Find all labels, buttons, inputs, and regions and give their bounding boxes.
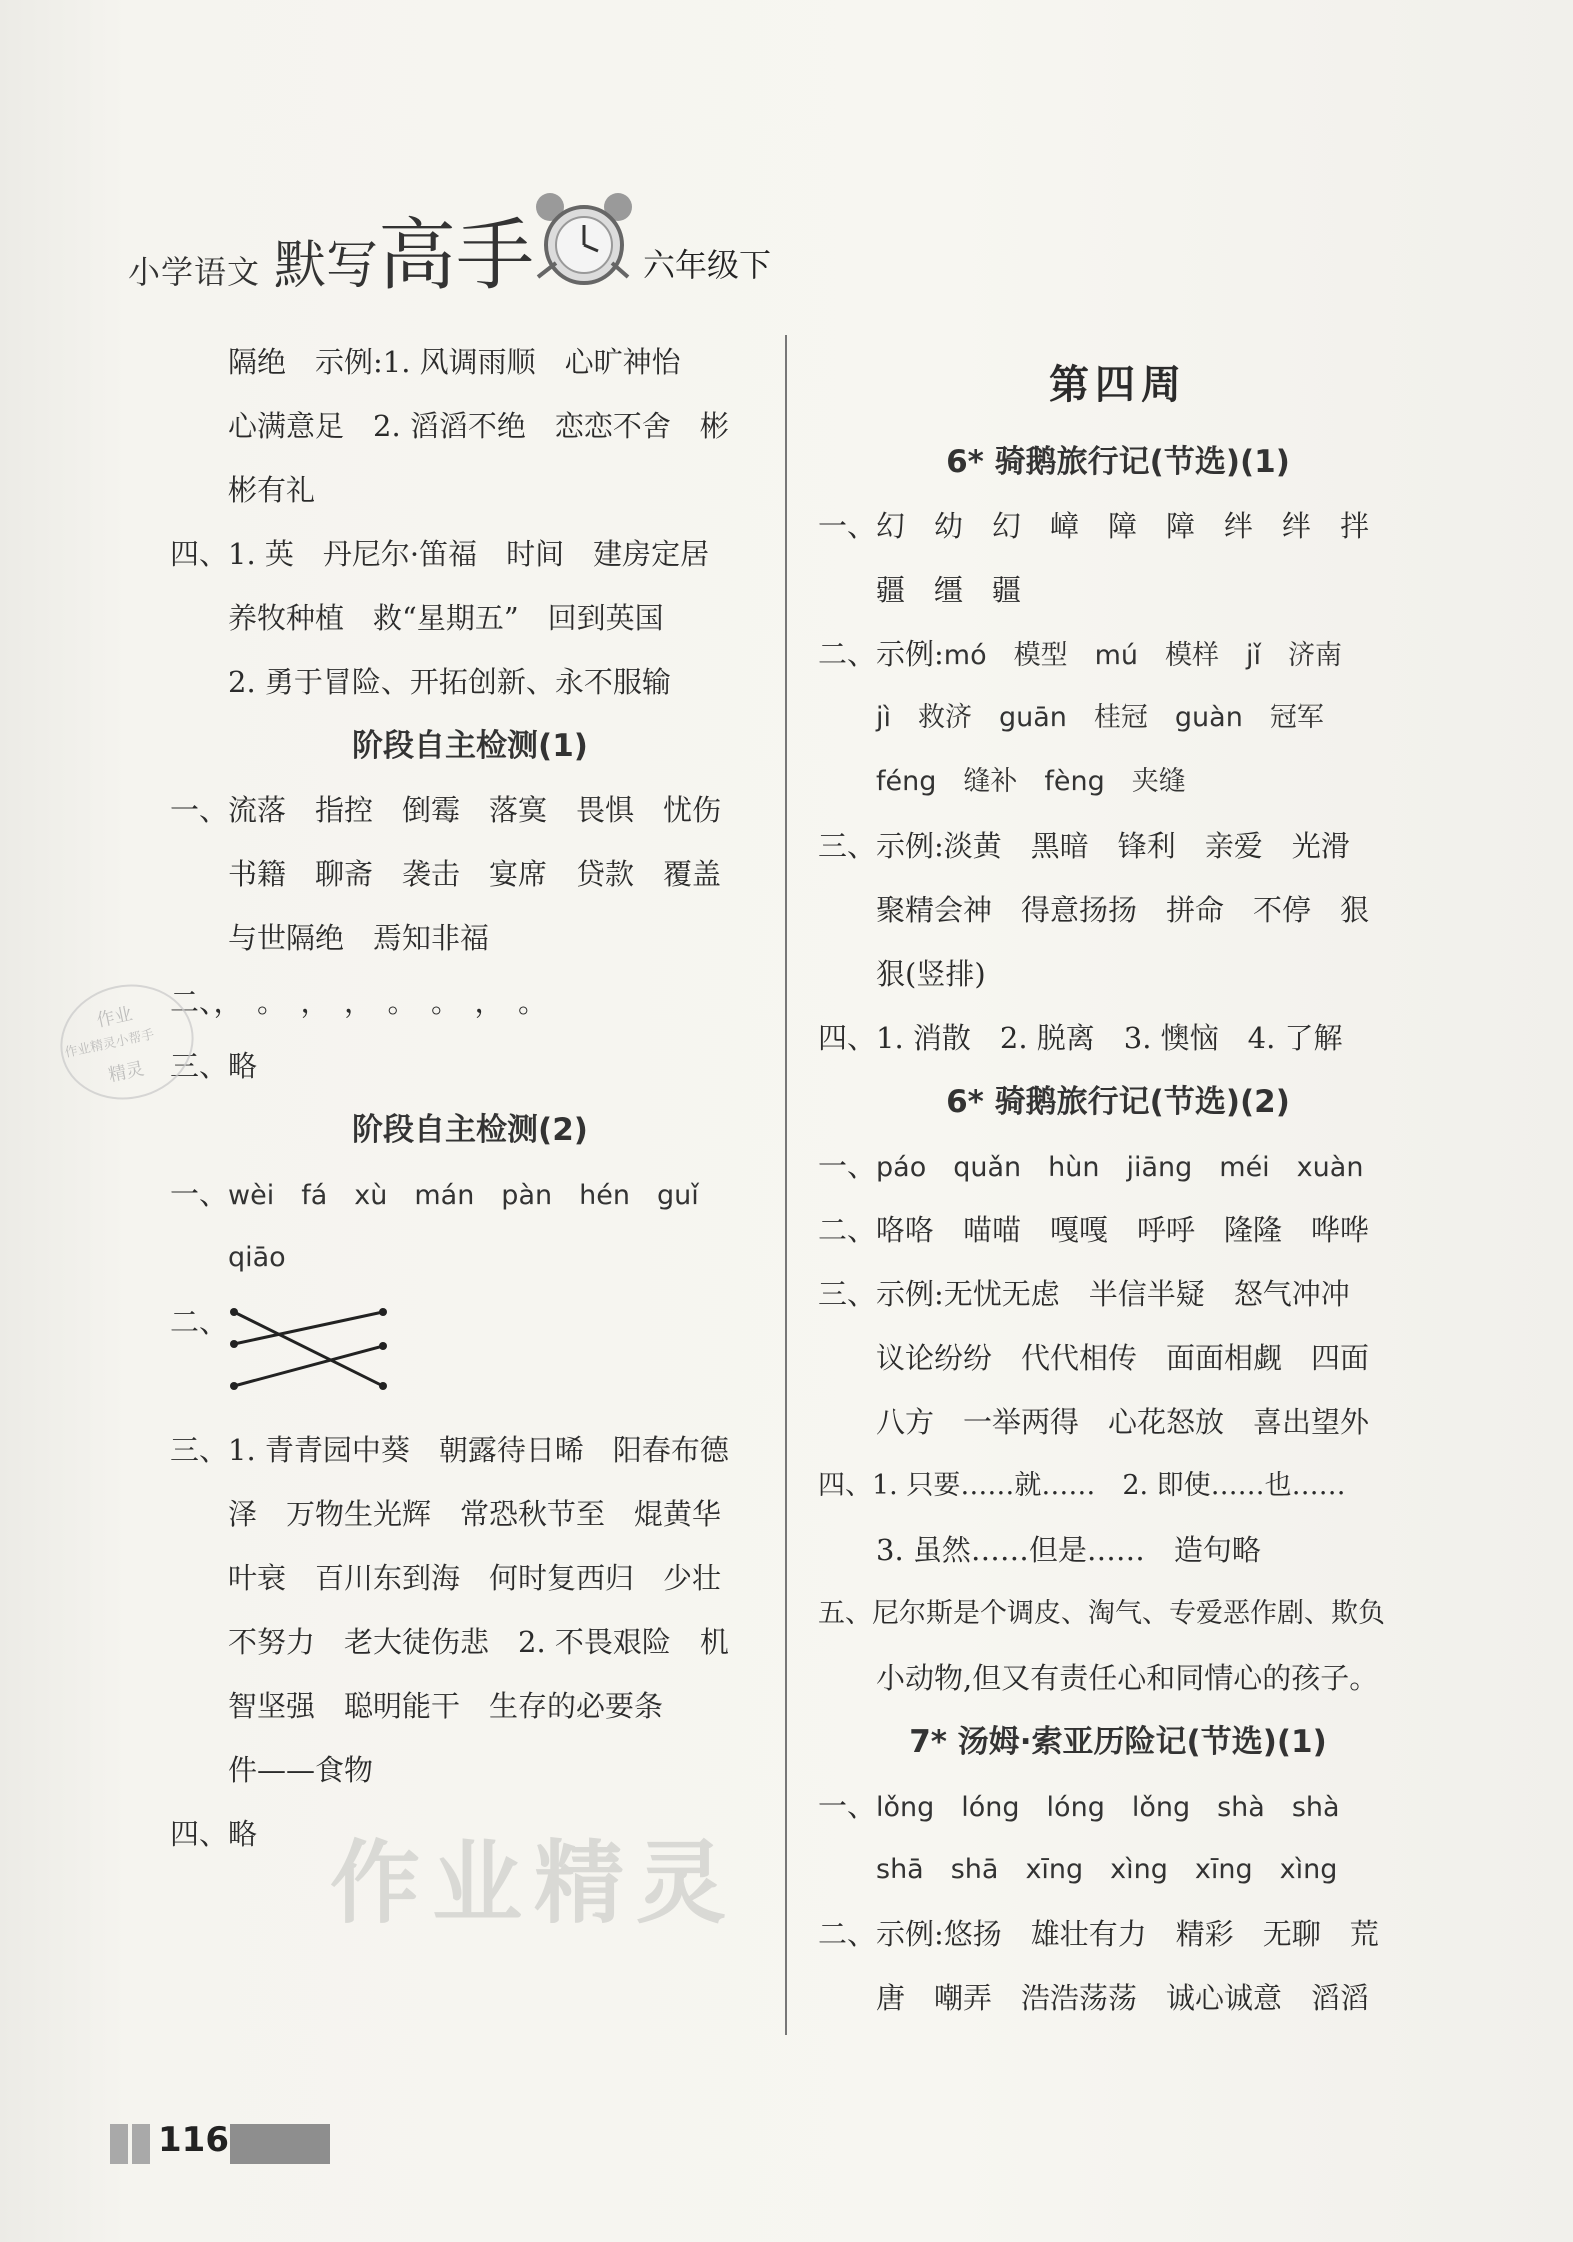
answer-line	[818, 622, 1418, 686]
answer-line: 八方 一举两得 心花怒放 喜出望外	[876, 1405, 1370, 1439]
answer-line: 二、示例:悠扬 雄壮有力 精彩 无聊 荒	[818, 1917, 1379, 1951]
brand-huge-text: 高手	[378, 211, 535, 301]
watermark-text: 作业精灵	[330, 1831, 738, 1936]
left-column	[170, 330, 770, 1866]
item-prefix: 一、	[818, 1789, 877, 1823]
pinyin-text: wèi fá xù mán pàn hén guǐ	[228, 1180, 699, 1211]
section-title: 6* 骑鹅旅行记(节选)(1)	[946, 444, 1290, 480]
answer-line: 疆 缰 疆	[876, 573, 1022, 607]
answer-line: 四、1. 英 丹尼尔·笛福 时间 建房定居	[170, 537, 710, 571]
answer-line: 聚精会神 得意扬扬 拼命 不停 狠	[876, 893, 1370, 927]
answer-line: 三、略	[170, 1049, 258, 1083]
answer-line: 议论纷纷 代代相传 面面相觑 四面	[876, 1341, 1370, 1375]
stamp-top-text: 作业	[94, 1003, 135, 1032]
answer-line: 彬有礼	[228, 473, 316, 507]
answer-line: 二、咯咯 喵喵 嘎嘎 呼呼 隆隆 哗哗	[818, 1213, 1370, 1247]
item-prefix: 一、	[170, 1177, 229, 1211]
answer-line: 心满意足 2. 滔滔不绝 恋恋不舍 彬	[228, 409, 729, 443]
answer-line: 四、1. 只要……就…… 2. 即使……也……	[818, 1470, 1346, 1501]
brand-big-text: 默写	[274, 236, 379, 296]
pinyin-text: qiāo	[228, 1242, 286, 1273]
matching-lines-diagram	[228, 1294, 398, 1394]
pinyin-text: lǒng lóng lóng lǒng shà shà	[876, 1792, 1340, 1823]
answer-line: 2. 勇于冒险、开拓创新、永不服输	[228, 665, 671, 699]
item-prefix: 二、示例:	[818, 637, 944, 671]
item-prefix: 一、	[818, 1149, 877, 1183]
pinyin-text: páo quǎn hùn jiāng méi xuàn	[876, 1152, 1364, 1183]
answer-line: 四、1. 消散 2. 脱离 3. 懊恼 4. 了解	[818, 1021, 1343, 1055]
page-number-bar	[230, 2124, 330, 2164]
answer-line: 唐 嘲弄 浩浩荡荡 诚心诚意 滔滔	[876, 1981, 1370, 2015]
answer-line: 三、示例:淡黄 黑暗 锋利 亲爱 光滑	[818, 829, 1350, 863]
answer-line: 三、示例:无忧无虑 半信半疑 怒气冲冲	[818, 1277, 1350, 1311]
answer-line: 养牧种植 救“星期五” 回到英国	[228, 601, 664, 635]
pinyin-text: mó 模型 mú 模样 jǐ 济南	[943, 640, 1343, 671]
answer-line: 不努力 老大徒伤悲 2. 不畏艰险 机	[228, 1625, 729, 1659]
pinyin-text: jì 救济 guān 桂冠 guàn 冠军	[876, 702, 1324, 733]
page-number-bar	[132, 2124, 150, 2164]
alarm-clock-icon	[520, 185, 650, 295]
brand-small-text: 小学语文	[128, 253, 261, 291]
answer-line: 三、1. 青青园中葵 朝露待日晞 阳春布德	[170, 1433, 729, 1467]
answer-line: 隔绝 示例:1. 风调雨顺 心旷神怡	[228, 345, 681, 379]
answer-line: 件——食物	[228, 1753, 374, 1787]
column-divider	[785, 335, 787, 2035]
answer-line: 一、流落 指控 倒霉 落寞 畏惧 忧伤	[170, 793, 722, 827]
section-title: 阶段自主检测(2)	[352, 1112, 588, 1148]
answer-line	[818, 1134, 1418, 1198]
stamp-mid-text: 作业精灵小帮手	[63, 1027, 156, 1061]
answer-line: 二、， 。 ， ， 。 。 ， 。	[170, 985, 548, 1019]
answer-line: 智坚强 聪明能干 生存的必要条	[228, 1689, 664, 1723]
grade-label: 六年级下	[643, 246, 772, 284]
answer-line	[170, 1162, 770, 1226]
page-number-block	[110, 2120, 330, 2168]
right-column	[818, 330, 1418, 2030]
pinyin-text: shā shā xīng xìng xīng xìng	[876, 1854, 1338, 1885]
book-header	[128, 185, 828, 301]
answer-line: 3. 虽然……但是…… 造句略	[876, 1533, 1261, 1567]
answer-line: 五、尼尔斯是个调皮、淘气、专爱恶作剧、欺负	[818, 1598, 1385, 1629]
page-number: 116	[158, 2120, 229, 2160]
item-prefix: 二、	[170, 1305, 229, 1339]
section-title: 阶段自主检测(1)	[352, 728, 588, 764]
answer-line: 一、幻 幼 幻 嶂 障 障 绊 绊 拌	[818, 509, 1370, 543]
stamp-bottom-text: 精灵	[106, 1058, 147, 1087]
week-title: 第四周	[1049, 361, 1187, 408]
answer-line: 泽 万物生光辉 常恐秋节至 焜黄华	[228, 1497, 722, 1531]
answer-line: 狠(竖排)	[876, 957, 986, 991]
answer-line: 小动物,但又有责任心和同情心的孩子。	[876, 1661, 1379, 1695]
pinyin-text: féng 缝补 fèng 夹缝	[876, 766, 1186, 797]
section-title: 6* 骑鹅旅行记(节选)(2)	[946, 1084, 1290, 1120]
answer-line	[818, 1774, 1418, 1838]
answer-line: 书籍 聊斋 袭击 宴席 贷款 覆盖	[228, 857, 722, 891]
answer-line: 与世隔绝 焉知非福	[228, 921, 490, 955]
matching-answer	[170, 1290, 770, 1418]
section-title: 7* 汤姆·索亚历险记(节选)(1)	[909, 1724, 1327, 1760]
answer-line: 四、略	[170, 1817, 258, 1851]
page-number-bar	[110, 2124, 128, 2164]
answer-line: 叶衰 百川东到海 何时复西归 少壮	[228, 1561, 722, 1595]
